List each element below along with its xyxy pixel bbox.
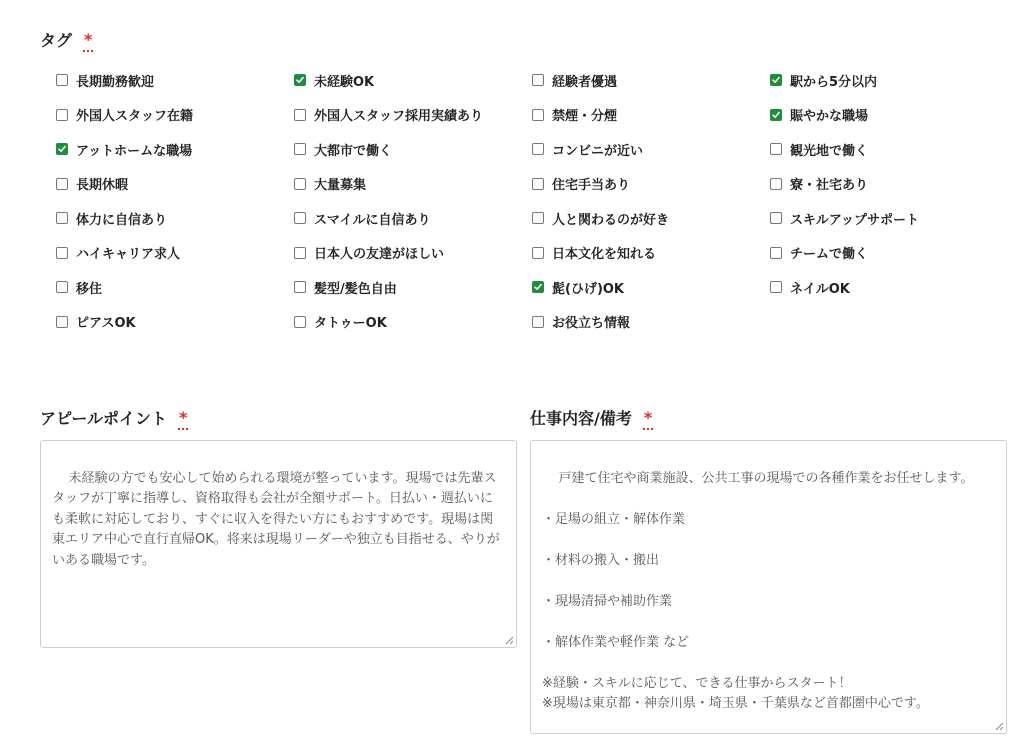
tag-label: 移住: [76, 281, 103, 297]
checkbox-checked-icon[interactable]: [770, 74, 782, 86]
checkbox-unchecked-icon[interactable]: [770, 281, 782, 293]
checkbox-unchecked-icon[interactable]: [532, 247, 544, 259]
checkbox-unchecked-icon[interactable]: [56, 247, 68, 259]
checkbox-unchecked-icon[interactable]: [532, 143, 544, 155]
tag-checkbox-item[interactable]: [56, 132, 294, 167]
required-mark: *: [179, 408, 188, 427]
tag-checkbox-item[interactable]: [770, 63, 1008, 98]
tag-checkbox-item[interactable]: [56, 98, 294, 133]
tag-checkbox-item[interactable]: [294, 270, 532, 305]
tag-checkbox-item[interactable]: [56, 236, 294, 271]
tag-checkbox-item[interactable]: [56, 270, 294, 305]
tag-label: ハイキャリア求人: [76, 247, 181, 263]
checkbox-unchecked-icon[interactable]: [56, 212, 68, 224]
tag-checkbox-item[interactable]: [532, 167, 770, 202]
tag-checkbox-item[interactable]: [294, 236, 532, 271]
checkbox-unchecked-icon[interactable]: [770, 212, 782, 224]
tag-checkbox-item[interactable]: [294, 63, 532, 98]
tag-checkbox-item[interactable]: [770, 201, 1008, 236]
tag-checkbox-item[interactable]: [532, 305, 770, 340]
tag-label: 経験者優遇: [552, 74, 618, 90]
tag-label: 体力に自信あり: [76, 212, 168, 228]
job-text: 戸建て住宅や商業施設、公共工事の現場での各種作業をお任せします。 ・足場の組立・解体作業 ・材料の搬入・搬出 ・現場清掃や補助作業 ・解体作業や軽作業 など ※経験・スキルに応じて、できる仕事からスタート！ ※現場は東京都・神奈川県・埼玉県・千葉県など首都圏中心です。: [542, 470, 974, 711]
tag-label: 日本人の友達がほしい: [314, 247, 445, 263]
checkbox-unchecked-icon[interactable]: [294, 316, 306, 328]
tag-label: 外国人スタッフ在籍: [76, 109, 194, 125]
checkbox-unchecked-icon[interactable]: [770, 247, 782, 259]
tag-label: 未経験OK: [314, 74, 375, 90]
tag-label: 禁煙・分煙: [552, 109, 618, 125]
tag-label: ピアスOK: [76, 316, 136, 332]
tag-checkbox-item[interactable]: [532, 63, 770, 98]
checkbox-unchecked-icon[interactable]: [532, 74, 544, 86]
tag-label: 住宅手当あり: [552, 178, 631, 194]
checkbox-unchecked-icon[interactable]: [56, 74, 68, 86]
checkbox-unchecked-icon[interactable]: [770, 178, 782, 190]
checkbox-unchecked-icon[interactable]: [294, 212, 306, 224]
tag-label: タトゥーOK: [314, 316, 387, 332]
tag-label: お役立ち情報: [552, 316, 631, 332]
tag-checkbox-grid: [56, 63, 1016, 339]
checkbox-unchecked-icon[interactable]: [532, 316, 544, 328]
tag-checkbox-item[interactable]: [294, 167, 532, 202]
tag-checkbox-item[interactable]: [56, 305, 294, 340]
checkbox-checked-icon[interactable]: [294, 74, 306, 86]
tag-checkbox-item[interactable]: [532, 132, 770, 167]
checkbox-unchecked-icon[interactable]: [532, 109, 544, 121]
tag-checkbox-item[interactable]: [56, 201, 294, 236]
tag-label: 髪型/髪色自由: [314, 281, 397, 297]
checkbox-unchecked-icon[interactable]: [56, 178, 68, 190]
tag-label: スキルアップサポート: [790, 212, 919, 228]
checkbox-unchecked-icon[interactable]: [294, 109, 306, 121]
tag-label: 寮・社宅あり: [790, 178, 869, 194]
tag-checkbox-item[interactable]: [532, 236, 770, 271]
tag-label: 髭(ひげ)OK: [552, 281, 625, 297]
tag-label: 長期勤務歓迎: [76, 74, 155, 90]
checkbox-unchecked-icon[interactable]: [532, 178, 544, 190]
appeal-textarea[interactable]: [40, 440, 517, 648]
tag-checkbox-item[interactable]: [532, 270, 770, 305]
job-label-text: 仕事内容/備考: [530, 409, 632, 428]
checkbox-unchecked-icon[interactable]: [294, 281, 306, 293]
resize-handle-icon[interactable]: [995, 722, 1004, 731]
tag-label: コンビニが近い: [552, 143, 644, 159]
tag-checkbox-item[interactable]: [532, 98, 770, 133]
tag-label: 人と関わるのが好き: [552, 212, 670, 228]
tag-label: 大都市で働く: [314, 143, 393, 159]
job-section-label: [530, 406, 652, 429]
tag-checkbox-item[interactable]: [56, 167, 294, 202]
tag-checkbox-item[interactable]: [294, 132, 532, 167]
tag-checkbox-item[interactable]: [532, 201, 770, 236]
tag-checkbox-item[interactable]: [770, 236, 1008, 271]
tag-checkbox-item[interactable]: [294, 201, 532, 236]
tag-checkbox-item[interactable]: [770, 167, 1008, 202]
tag-checkbox-item[interactable]: [770, 270, 1008, 305]
checkbox-checked-icon[interactable]: [56, 143, 68, 155]
tag-label: スマイルに自信あり: [314, 212, 431, 228]
checkbox-checked-icon[interactable]: [770, 109, 782, 121]
tag-label: チームで働く: [790, 247, 869, 263]
job-description-textarea[interactable]: [530, 440, 1007, 734]
tag-label: 長期休暇: [76, 178, 129, 194]
checkbox-unchecked-icon[interactable]: [770, 143, 782, 155]
tag-label: 駅から5分以内: [790, 74, 878, 90]
tag-label: 日本文化を知れる: [552, 247, 657, 263]
checkbox-unchecked-icon[interactable]: [294, 143, 306, 155]
tag-checkbox-item[interactable]: [56, 63, 294, 98]
checkbox-unchecked-icon[interactable]: [56, 109, 68, 121]
required-mark: *: [643, 408, 653, 427]
tag-label: 大量募集: [314, 178, 367, 194]
required-mark: *: [84, 30, 93, 49]
appeal-label-text: アピールポイント: [40, 409, 168, 428]
tag-checkbox-item[interactable]: [770, 98, 1008, 133]
tag-checkbox-item[interactable]: [294, 305, 532, 340]
checkbox-unchecked-icon[interactable]: [56, 316, 68, 328]
tag-label: 外国人スタッフ採用実績あり: [314, 109, 484, 125]
tag-label: 賑やかな職場: [790, 109, 869, 125]
checkbox-unchecked-icon[interactable]: [532, 212, 544, 224]
tag-checkbox-item[interactable]: [770, 132, 1008, 167]
tag-checkbox-item[interactable]: [294, 98, 532, 133]
appeal-section-label: [40, 406, 187, 429]
resize-handle-icon[interactable]: [505, 636, 514, 645]
tag-label: アットホームな職場: [76, 143, 193, 159]
checkbox-unchecked-icon[interactable]: [294, 178, 306, 190]
tag-label: ネイルOK: [790, 281, 850, 297]
appeal-text: 未経験の方でも安心して始められる環境が整っています。現場では先輩スタッフが丁寧に指導し、資格取得も会社が全額サポート。日払い・週払いにも柔軟に対応しており、すぐに収入を得たい方にもおすすめです。現場は関東エリア中心で直行直帰OK。将来は現場リーダーや独立も目指せる、やりがいある職場です。: [52, 470, 500, 568]
checkbox-unchecked-icon[interactable]: [56, 281, 68, 293]
tag-label: 観光地で働く: [790, 143, 869, 159]
tags-section-label: [40, 28, 92, 51]
tags-label-text: タグ: [40, 31, 73, 50]
checkbox-checked-icon[interactable]: [532, 281, 544, 293]
checkbox-unchecked-icon[interactable]: [294, 247, 306, 259]
